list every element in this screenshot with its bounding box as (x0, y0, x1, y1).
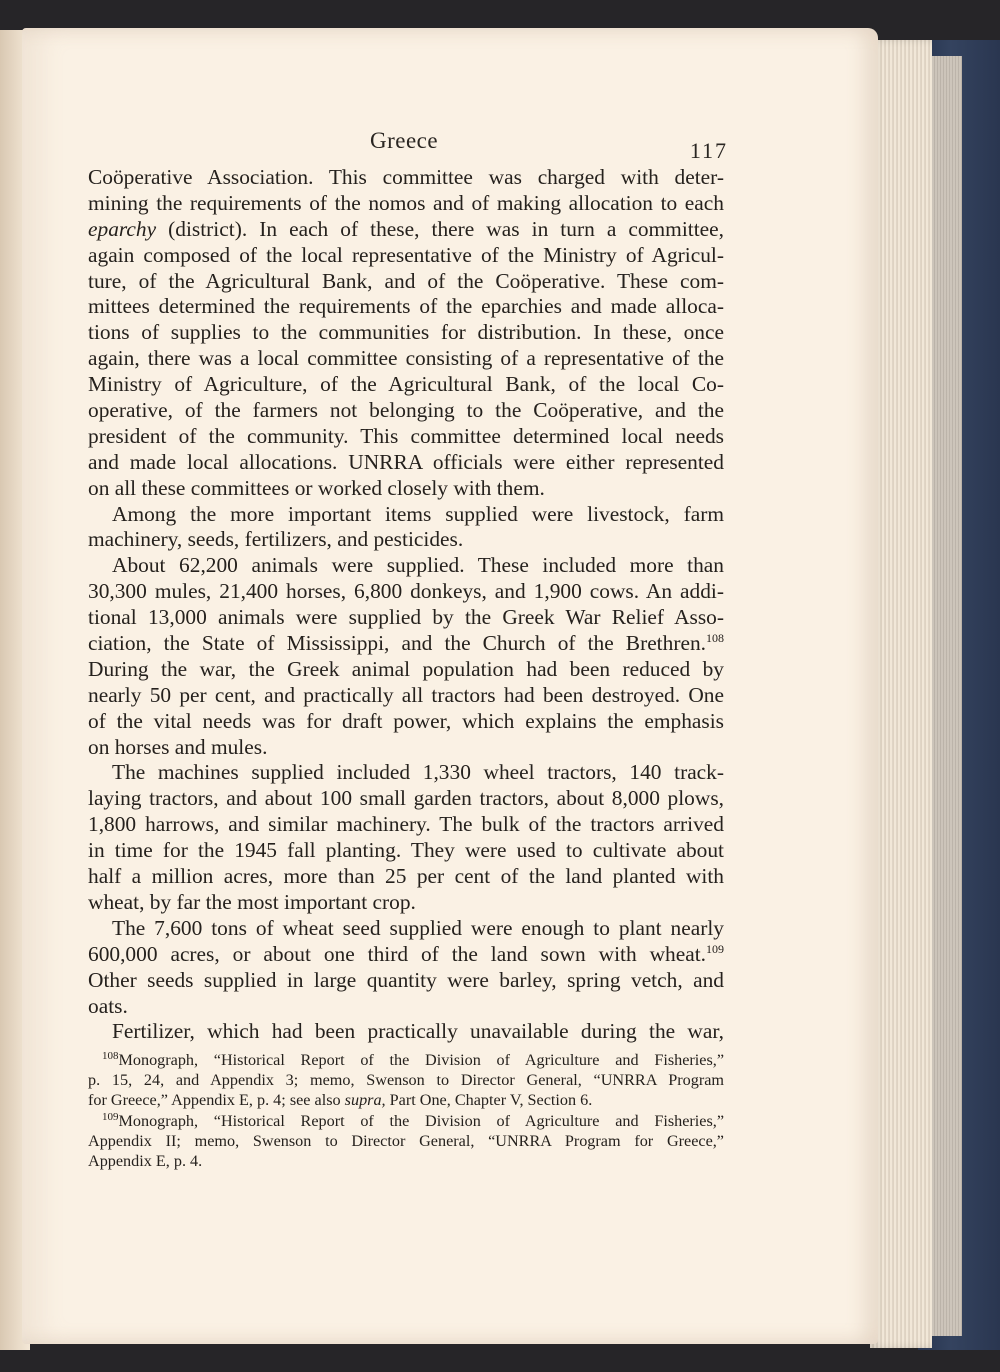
text-segment: (district). In each of these, there was in turn a committee, (156, 216, 724, 241)
paragraph (88, 553, 724, 760)
text-line: During the war, the Greek animal population had been reduced by (88, 656, 724, 681)
footnote-number: 108 (102, 1050, 119, 1063)
footnote-line: Appendix II; memo, Swenson to Director General, “UNRRA Program for Greece,” (88, 1131, 724, 1150)
text-line: tional 13,000 animals were supplied by the Greek War Relief Asso- (88, 605, 724, 630)
text-line (88, 217, 724, 243)
paragraph (88, 1019, 724, 1045)
page-title: Greece (370, 128, 439, 153)
text-line: half a million acres, more than 25 per cent of the land planted with (88, 864, 724, 889)
text-line: The machines supplied included 1,330 wheel tractors, 140 track- (112, 760, 724, 785)
text-line (88, 631, 724, 657)
paragraph (88, 760, 724, 915)
text-line: mining the requirements of the nomos and of making allocation to each (88, 190, 724, 215)
text-line: and made local allocations. UNRRA officials were either represented (88, 449, 724, 474)
text-line: again composed of the local representative of the Ministry of Agricul- (88, 242, 724, 267)
paragraph (88, 502, 724, 554)
text-line: of the vital needs was for draft power, which explains the emphasis (88, 708, 724, 733)
text-line: 1,800 harrows, and similar machinery. The bulk of the tractors arrived (88, 812, 724, 837)
text-line: The 7,600 tons of wheat seed supplied were enough to plant nearly (112, 915, 724, 940)
text-line: oats. (88, 993, 128, 1018)
text-line: president of the community. This committee determined local needs (88, 423, 724, 448)
text-line: operative, of the farmers not belonging to the Coöperative, and the (88, 398, 724, 423)
text-segment: ciation, the State of Mississippi, and the Church of the Brethren. (88, 631, 706, 656)
footnote-line (88, 1090, 724, 1110)
text-line: Coöperative Association. This committee was charged with deter- (88, 165, 724, 189)
text-line: machinery, seeds, fertilizers, and pesticides. (88, 527, 464, 552)
paragraph (88, 165, 724, 502)
text-line: tions of supplies to the communities for distribution. In these, once (88, 320, 724, 345)
italic-term: supra, (344, 1091, 386, 1110)
text-line (88, 942, 724, 968)
footnote-line: Appendix E, p. 4. (88, 1151, 203, 1170)
running-head (88, 128, 728, 168)
paragraph (88, 916, 724, 1020)
italic-term: eparchy (88, 216, 157, 241)
footnote-reference: 109 (706, 941, 724, 956)
text-line: nearly 50 per cent, and practically all tractors had been destroyed. One (88, 682, 724, 707)
text-line: again, there was a local committee consisting of a representative of the (88, 346, 724, 371)
text-segment: Monograph, “Historical Report of the Division of Agriculture and Fisheries,” (118, 1111, 724, 1130)
text-line: in time for the 1945 fall planting. They were used to cultivate about (88, 838, 724, 863)
text-line: on all these committees or worked closely with them. (88, 475, 545, 500)
page-stack-edges (870, 40, 932, 1348)
text-line: About 62,200 animals were supplied. These included more than (112, 553, 724, 578)
footnotes (88, 1050, 724, 1171)
text-line: ture, of the Agricultural Bank, and of the Coöperative. These com- (88, 268, 724, 293)
footnote-number: 109 (102, 1110, 119, 1123)
footnote-reference: 108 (706, 631, 724, 646)
footnote-line: p. 15, 24, and Appendix 3; memo, Swenson to Director General, “UNRRA Program (88, 1071, 724, 1090)
footnote-line (88, 1050, 724, 1070)
text-segment: for Greece,” Appendix E, p. 4; see also (88, 1091, 345, 1110)
text-line: Other seeds supplied in large quantity were barley, spring vetch, and (88, 967, 724, 992)
cover-page-edges (932, 56, 962, 1336)
text-line: Among the more important items supplied were livestock, farm (112, 501, 724, 526)
text-line: Fertilizer, which had been practically unavailable during the war, (112, 1019, 724, 1044)
page-number: 117 (689, 138, 728, 163)
text-segment: Part One, Chapter V, Section 6. (385, 1091, 593, 1110)
text-segment: 600,000 acres, or about one third of the land sown with wheat. (88, 941, 706, 966)
body-text (88, 165, 724, 1171)
text-line: Ministry of Agriculture, of the Agricultural Bank, of the local Co- (88, 372, 724, 397)
text-segment: Monograph, “Historical Report of the Division of Agriculture and Fisheries,” (118, 1051, 724, 1070)
text-line: laying tractors, and about 100 small garden tractors, about 8,000 plows, (88, 786, 724, 811)
footnote-line (88, 1111, 724, 1131)
text-line: mittees determined the requirements of the eparchies and made alloca- (88, 294, 724, 319)
text-line: 30,300 mules, 21,400 horses, 6,800 donkeys, and 1,900 cows. An addi- (88, 579, 724, 604)
text-line: on horses and mules. (88, 734, 268, 759)
text-line: wheat, by far the most important crop. (88, 889, 416, 914)
